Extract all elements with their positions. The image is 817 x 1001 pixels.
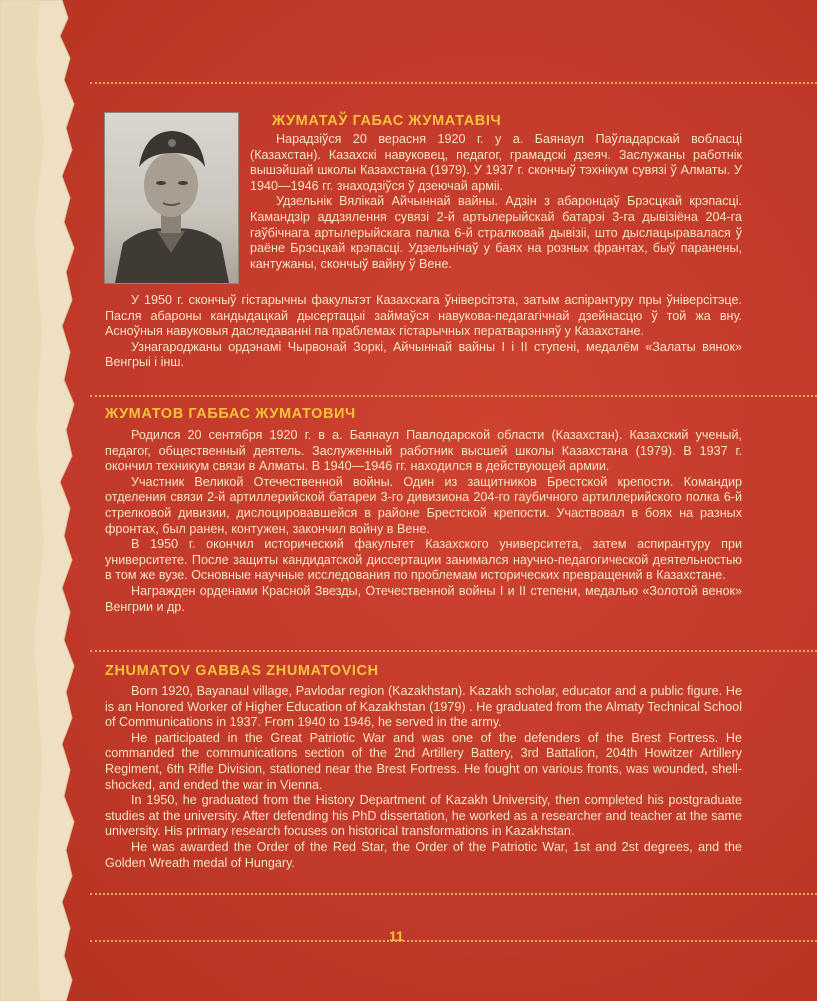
belarusian-paragraph-1: Нарадзіўся 20 верасня 1920 г. у а. Баянаул Паўладарскай вобласці (Казахстан). Казахскі навуковец, педагог, грамадскі дзеяч. Заслужаны работнік вышэйшай школы Казахстана (1979). У 1937 г. скончыў тэхнікум сувязі ў Алматы. У 1940—1946 гг. знаходзіўся ў дзеючай арміі. (250, 132, 742, 193)
english-paragraph-2: He participated in the Great Patriotic War and was one of the defenders of the Brest Fortress. He commanded the communications section of the 2nd Artillery Battery, 3rd Battalion, 204th Howitzer Artillery Regiment, 6th Rifle Division, stationed near the Brest Fortress. He fought on various fronts, was wounded, shell-shocked, and ended the war in Vienna. (105, 730, 742, 792)
russian-title: ЖУМАТОВ ГАББАС ЖУМАТОВИЧ (105, 406, 356, 422)
belarusian-text-top (250, 132, 742, 272)
belarusian-paragraph-4: Узнагароджаны ордэнамі Чырвонай Зоркі, Айчыннай вайны І і ІІ ступені, медалём «Залаты вянок» Венгрыі і інш. (105, 339, 742, 370)
russian-paragraph-3: В 1950 г. окончил исторический факультет Казахского университета, затем аспирантуру при университете. После защиты кандидатской диссертации занимался научно-педагогической деятельностью в том же вузе. Основные научные исследования по проблемам исторических превращений в Казахстане. (105, 537, 742, 583)
torn-paper-edge (0, 0, 110, 1001)
dotted-divider-2 (90, 650, 817, 652)
dotted-divider-1 (90, 395, 817, 397)
russian-text (105, 428, 742, 615)
dotted-divider-3 (90, 893, 817, 895)
dotted-divider-top (90, 82, 817, 84)
russian-paragraph-1: Родился 20 сентября 1920 г. в а. Баянаул Павлодарской области (Казахстан). Казахский ученый, педагог, общественный деятель. Заслуженный работник высшей школы Казахстана (1979). В 1937 г. окончил техникум связи в Алматы. В 1940—1946 гг. находился в действующей армии. (105, 428, 742, 474)
russian-paragraph-2: Участник Великой Отечественной войны. Один из защитников Брестской крепости. Командир отделения связи 2-й артиллерийской батареи 3-го дивизиона 204-го гаубичного артиллерийского полка 6-й стрелковой дивизии, дислоцировавшейся в районе Брестской крепости. Участвовал в боях на разных фронтах, был ранен, контужен, закончил войну в Вене. (105, 474, 742, 536)
dotted-divider-bottom (90, 940, 817, 942)
belarusian-paragraph-3: У 1950 г. скончыў гістарычны факультэт Казахскага ўніверсітэта, затым аспірантуру пры ўніверсітэце. Пасля абароны кандыдацкай дысертацыі займаўся навукова-педагагічнай дзейнасцю ў той жа вну. Асноўныя навуковыя даследаванні па праблемах гістарычных ператварэнняў у Казахстане. (105, 293, 742, 339)
english-title: ZHUMATOV GABBAS ZHUMATOVICH (105, 663, 379, 679)
belarusian-title: ЖУМАТАЎ ГАБАС ЖУМАТАВІЧ (272, 113, 502, 129)
belarusian-text-bottom (105, 293, 742, 371)
english-paragraph-3: In 1950, he graduated from the History Department of Kazakh University, then completed his postgraduate studies at the university. After defending his PhD dissertation, he worked as a researcher and teacher at the same university. His primary research focuses on historical transformations in Kazakhstan. (105, 793, 742, 839)
russian-paragraph-4: Награжден орденами Красной Звезды, Отечественной войны І и ІІ степени, медалью «Золотой венок» Венгрии и др. (105, 583, 742, 614)
english-text (105, 684, 742, 871)
english-paragraph-4: He was awarded the Order of the Red Star, the Order of the Patriotic War, 1st and 2st degrees, and the Golden Wreath medal of Hungary. (105, 839, 742, 870)
english-paragraph-1: Born 1920, Bayanaul village, Pavlodar region (Kazakhstan). Kazakh scholar, educator and a public figure. He is an Honored Worker of Higher Education of Kazakhstan (1979) . He graduated from the Almaty Technical School of Communications in 1937. From 1940 to 1946, he served in the army. (105, 684, 742, 730)
page-number: 11 (389, 928, 404, 944)
belarusian-paragraph-2: Удзельнік Вялікай Айчыннай вайны. Адзін з абаронцаў Брэсцкай крэпасці. Камандзір аддзялення сувязі 2-й артылерыйскай батарэі 3-га дывізіёна 204-га гаўбічнага артылерыйскага палка 6-й стралковай дывізіі, што дыслацыравалася ў раёне Брэсцкай крэпасці. Удзельнічаў у баях на розных франтах, быў паранены, кантужаны, скончыў вайну ў Вене. (250, 194, 742, 271)
portrait-photo (104, 112, 239, 284)
